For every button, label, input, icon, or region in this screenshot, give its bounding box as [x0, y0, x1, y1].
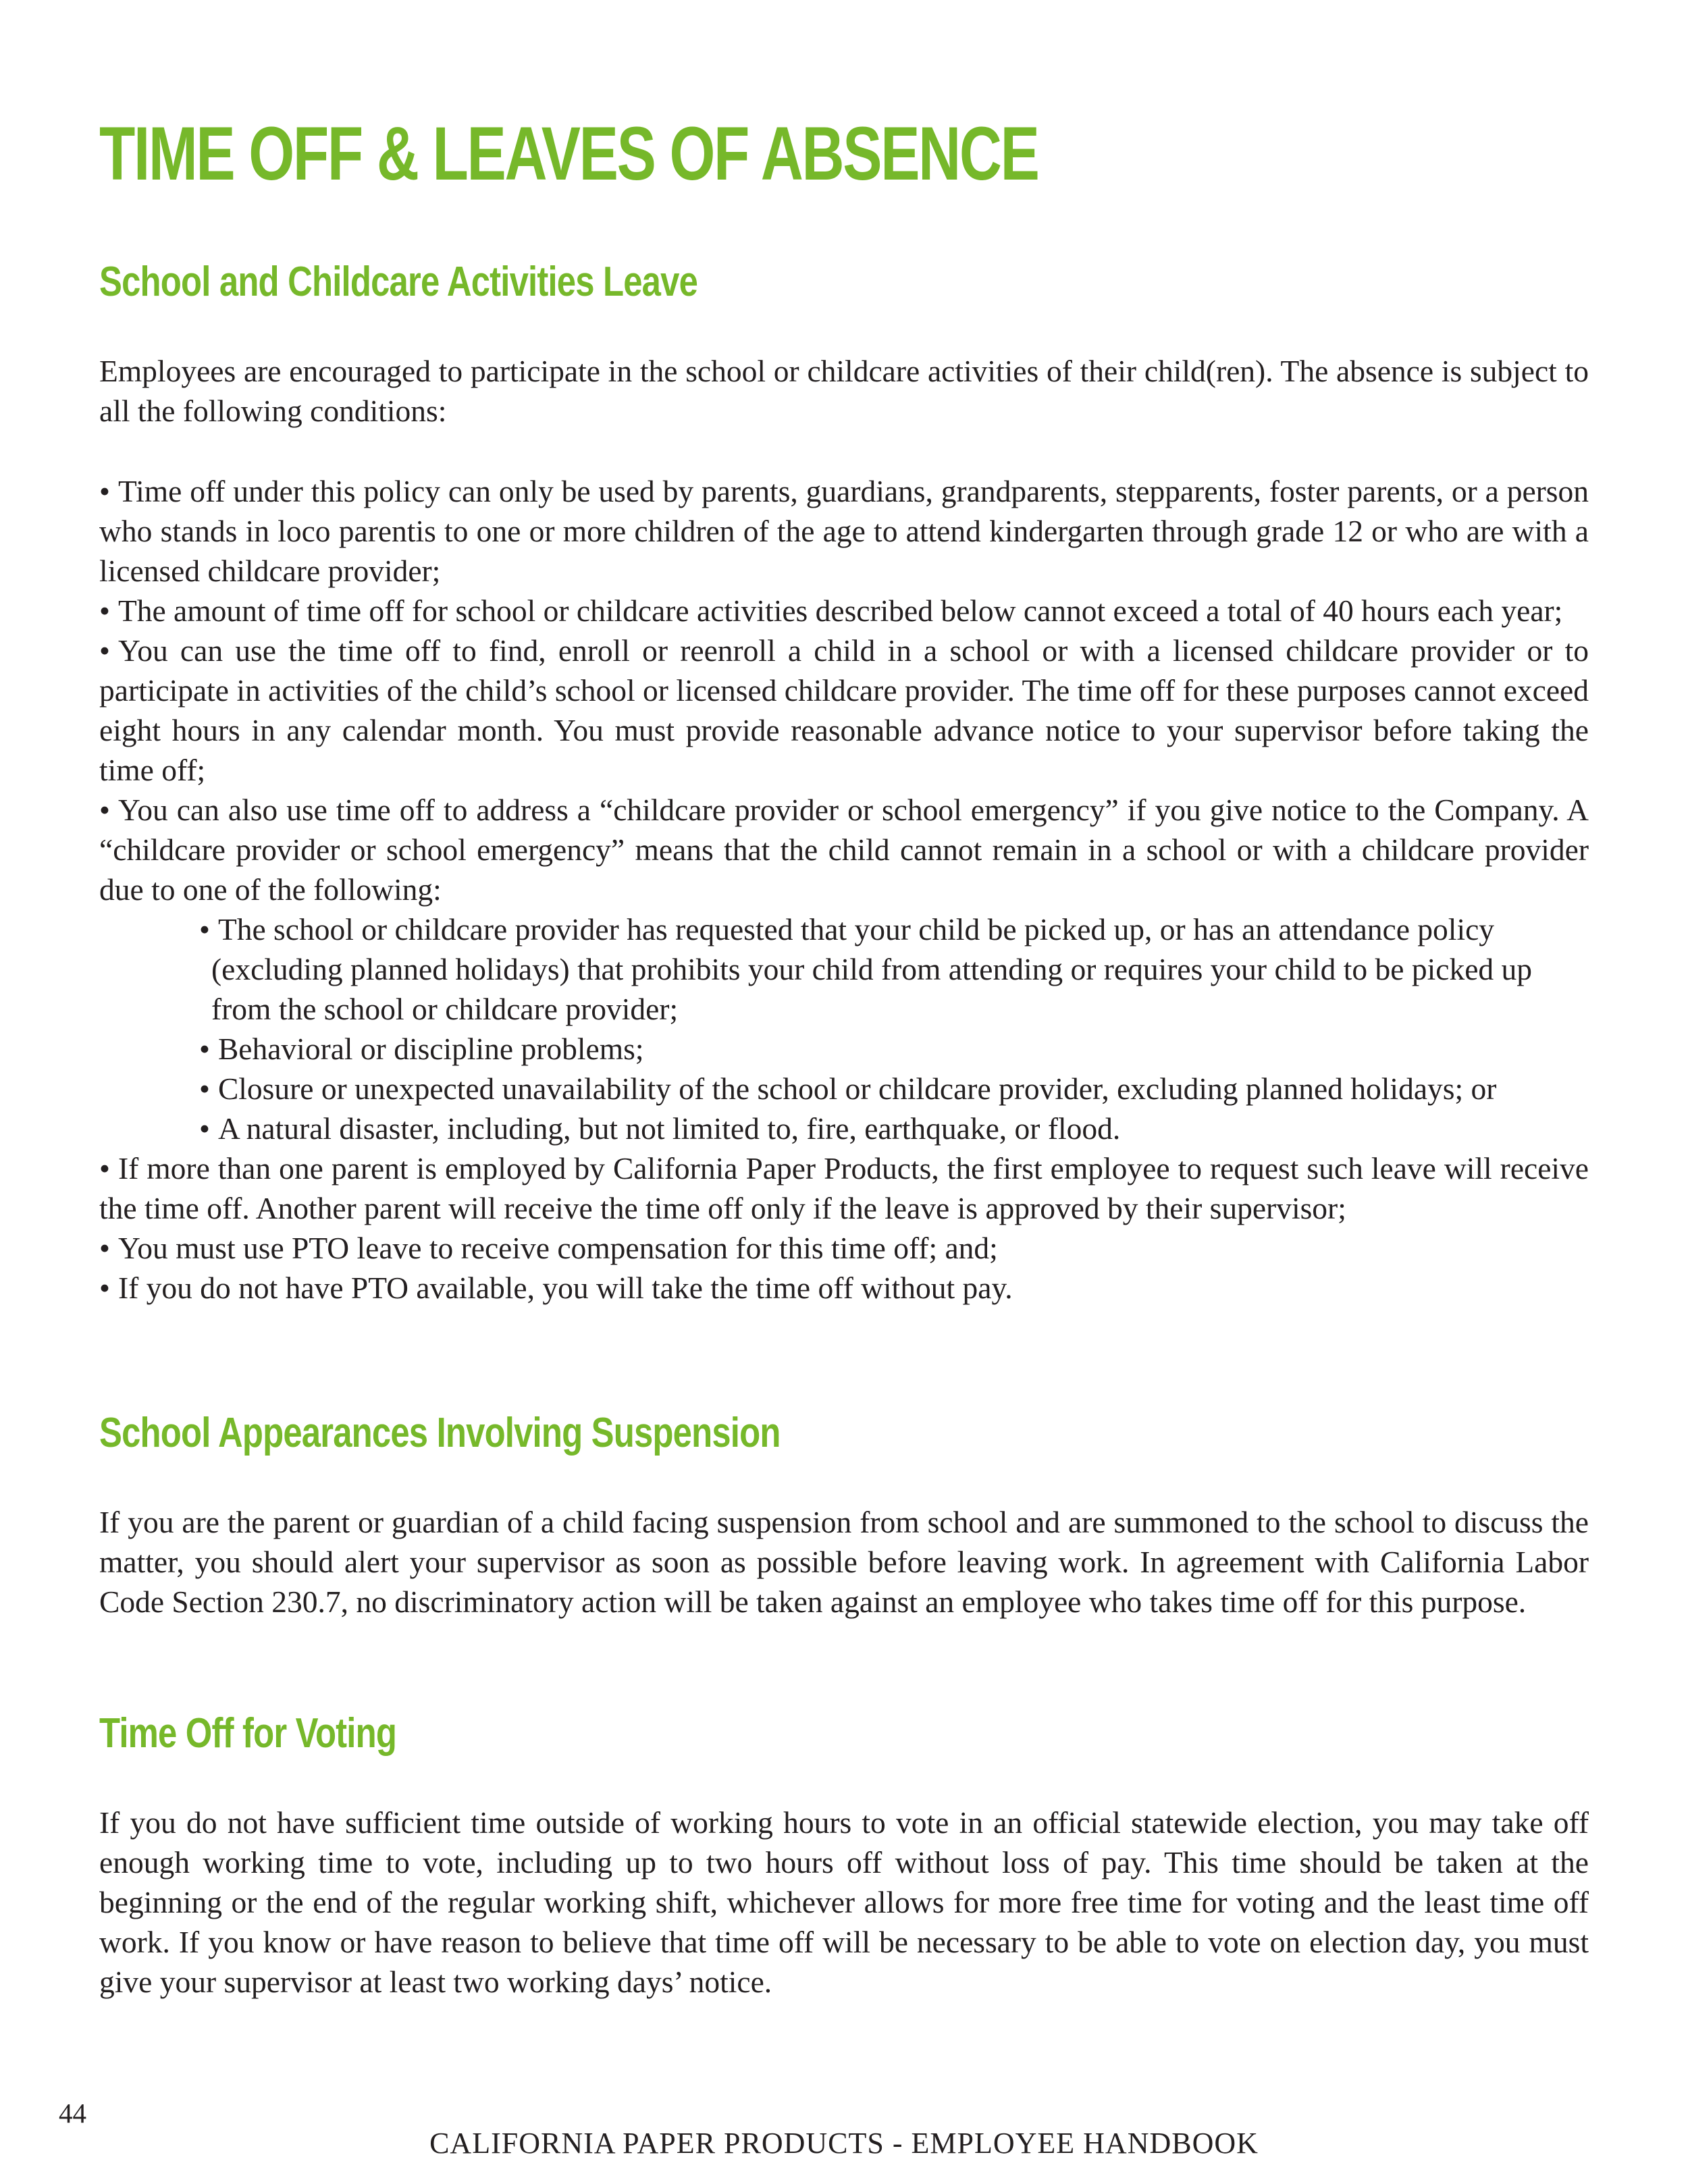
bullet-icon: •	[99, 1271, 110, 1305]
conditions-list	[99, 471, 1589, 1308]
bullet-icon: •	[99, 593, 110, 628]
bullet-icon: •	[99, 474, 110, 508]
voting-paragraph: If you do not have sufficient time outside of working hours to vote in an official statewide election, you may take off enough working time to vote, including up to two hours off without loss of pay. This time should be taken at the beginning or the end of the regular working shift, whichever allows for more free time for voting and the least time off work. If you know or have reason to believe that time off will be necessary to be able to vote on election day, you must give your supervisor at least two working days’ notice.	[99, 1805, 1589, 1999]
sub-list-item: • Closure or unexpected unavailability of the school or childcare provider, excluding planned holidays; or	[199, 1071, 1497, 1106]
list-item: • You must use PTO leave to receive compensation for this time off; and;	[99, 1231, 998, 1265]
list-item: • The amount of time off for school or childcare activities described below cannot exceed a total of 40 hours each year;	[99, 593, 1563, 628]
bullet-icon: •	[99, 793, 110, 827]
list-item: • If more than one parent is employed by California Paper Products, the first employee to request such leave will receive the time off. Another parent will receive the time off only if the leave is approved by their supervisor;	[99, 1151, 1589, 1225]
bullet-icon: •	[199, 912, 210, 947]
suspension-paragraph: If you are the parent or guardian of a child facing suspension from school and are summoned to the school to discuss the matter, you should alert your supervisor as soon as possible before leaving work. In agreement with California Labor Code Section 230.7, no discriminatory action will be taken against an employee who takes time off for this purpose.	[99, 1505, 1589, 1619]
bullet-icon: •	[199, 1032, 210, 1066]
section-heading-voting: Time Off for Voting	[99, 1710, 397, 1757]
section-heading-suspension: School Appearances Involving Suspension	[99, 1410, 781, 1456]
bullet-icon: •	[99, 1231, 110, 1265]
bullet-icon: •	[99, 1151, 110, 1186]
section-intro-paragraph: Employees are encouraged to participate in the school or childcare activities of their child(ren). The absence is subject to all the following conditions:	[99, 354, 1589, 428]
page-title: TIME OFF & LEAVES OF ABSENCE	[99, 111, 1038, 196]
list-item: • You can also use time off to address a “childcare provider or school emergency” if you give notice to the Company. A “childcare provider or school emergency” means that the child cannot remain in a school or with a childcare provider due to one of the following: • The school or childcare provider has requested that your child be picked up, or has an attendance policy (excluding planned holidays) that prohibits your child from attending or requires your child to be picked up from the school or childcare provider; • Behavioral or discipline problems; • Closure or unexpected unavailability of the school or childcare provider, excluding planned holidays; or • A natural disaster, including, but not limited to, fire, earthquake, or flood.	[99, 790, 1589, 1148]
emergency-reasons-list	[99, 909, 1589, 1148]
list-item: • You can use the time off to find, enroll or reenroll a child in a school or with a licensed childcare provider or to participate in activities of the child’s school or licensed childcare provider. The time off for these purposes cannot exceed eight hours in any calendar month. You must provide reasonable advance notice to your supervisor before taking the time off;	[99, 633, 1589, 787]
footer-title: CALIFORNIA PAPER PRODUCTS - EMPLOYEE HANDBOOK	[429, 2127, 1259, 2160]
sub-list-item: • A natural disaster, including, but not limited to, fire, earthquake, or flood.	[199, 1111, 1121, 1146]
list-item: • If you do not have PTO available, you will take the time off without pay.	[99, 1271, 1013, 1305]
list-item: • Time off under this policy can only be used by parents, guardians, grandparents, stepparents, foster parents, or a person who stands in loco parentis to one or more children of the age to attend kindergarten through grade 12 or who are with a licensed childcare provider;	[99, 474, 1589, 588]
page-number: 44	[59, 2098, 86, 2129]
sub-list-item: • The school or childcare provider has requested that your child be picked up, or has an attendance policy (excluding planned holidays) that prohibits your child from attending or requires your child to be picked up from the school or childcare provider;	[199, 912, 1533, 1026]
bullet-icon: •	[199, 1071, 210, 1106]
sub-list-item: • Behavioral or discipline problems;	[199, 1032, 644, 1066]
section-heading-school-childcare: School and Childcare Activities Leave	[99, 259, 698, 305]
bullet-icon: •	[199, 1111, 210, 1146]
bullet-icon: •	[99, 633, 110, 668]
